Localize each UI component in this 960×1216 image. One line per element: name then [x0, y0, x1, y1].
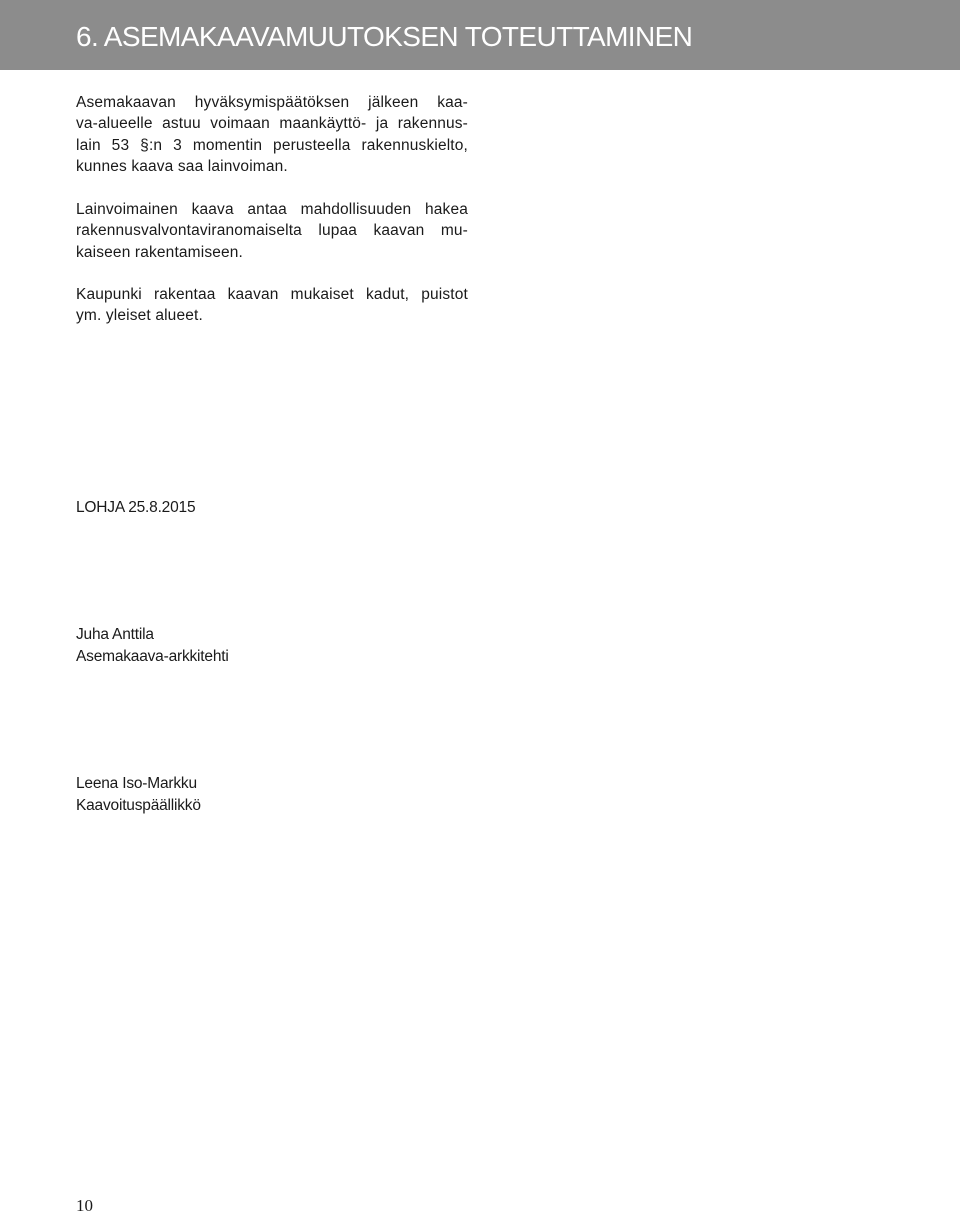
signatory-name-2: Leena Iso-Markku [76, 775, 197, 792]
paragraph-line: rakennusvalvontaviranomaiselta lupaa kaavan mu- [76, 222, 468, 240]
place-date: LOHJA 25.8.2015 [76, 499, 196, 516]
paragraph-building-permit [76, 199, 468, 263]
paragraph-line: kunnes kaava saa lainvoiman. [76, 157, 288, 175]
paragraph-line: ym. yleiset alueet. [76, 307, 203, 325]
paragraph-line: va-alueelle astuu voimaan maankäyttö- ja rakennus- [76, 115, 468, 133]
paragraph-enactment [76, 92, 468, 177]
page-number: 10 [76, 1196, 93, 1215]
signatory-title-1: Asemakaava-arkkitehti [76, 648, 229, 665]
paragraph-line: lain 53 §:n 3 momentin perusteella rakennuskielto, [76, 136, 468, 154]
paragraph-line: Kaupunki rakentaa kaavan mukaiset kadut, puistot [76, 286, 468, 303]
section-header-bar [0, 0, 960, 70]
paragraph-line: Asemakaavan hyväksymispäätöksen jälkeen kaa- [76, 94, 468, 111]
signatory-name-1: Juha Anttila [76, 626, 154, 643]
signatory-title-2: Kaavoituspäällikkö [76, 797, 201, 814]
paragraph-line: Lainvoimainen kaava antaa mahdollisuuden hakea [76, 201, 468, 218]
paragraph-line: kaiseen rakentamiseen. [76, 243, 244, 261]
paragraph-city-construction [76, 284, 468, 327]
section-title: 6. ASEMAKAAVAMUUTOKSEN TOTEUTTAMINEN [76, 21, 693, 52]
